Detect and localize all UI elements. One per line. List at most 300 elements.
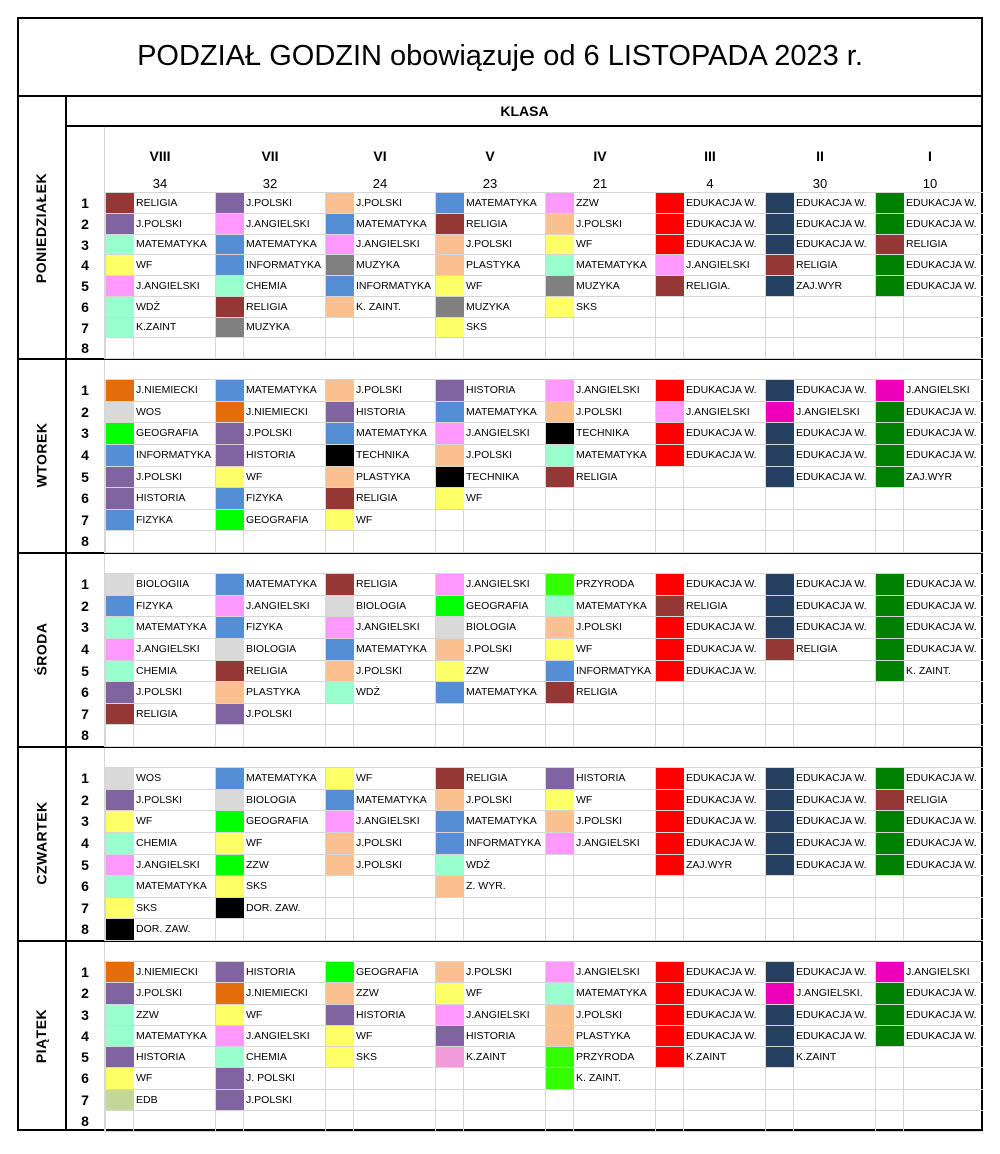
period-number: 6	[81, 298, 89, 315]
subject-label: EDUKACJA W.	[686, 196, 757, 209]
period-number: 3	[81, 425, 89, 441]
period-number: 4	[81, 835, 89, 851]
subject-color-swatch	[656, 962, 684, 982]
subject-color-swatch	[436, 467, 464, 487]
subject-color-swatch	[216, 617, 244, 638]
subject-color-swatch	[766, 402, 794, 422]
subject-color-swatch	[546, 833, 574, 854]
subject-color-swatch	[546, 617, 574, 638]
subject-label: MATEMATYKA	[576, 987, 647, 999]
period-number: 2	[81, 984, 89, 1001]
subject-label: EDUKACJA W.	[906, 1008, 977, 1021]
subject-label: INFORMATYKA	[136, 449, 212, 461]
subject-label: CHEMIA	[246, 279, 287, 292]
subject-color-swatch	[766, 255, 794, 275]
subject-color-swatch	[656, 255, 684, 275]
subject-label: FIZYKA	[136, 599, 173, 612]
subject-color-swatch	[766, 214, 794, 234]
subject-color-swatch	[216, 1047, 244, 1067]
subject-label: EDUKACJA W.	[686, 815, 757, 827]
subject-color-swatch	[106, 214, 134, 234]
subject-label: MATEMATYKA	[246, 772, 317, 784]
subject-label: EDUKACJA W.	[686, 1008, 757, 1021]
subject-color-swatch	[216, 402, 244, 422]
subject-label: INFORMATYKA	[246, 258, 322, 271]
subject-color-swatch	[546, 214, 574, 234]
subject-color-swatch	[106, 833, 134, 854]
subject-color-swatch	[106, 402, 134, 422]
subject-label: Z. WYR.	[466, 880, 506, 892]
subject-color-swatch	[436, 596, 464, 616]
subject-color-swatch	[546, 193, 574, 213]
subject-label: EDUKACJA W.	[796, 470, 867, 483]
subject-color-swatch	[326, 488, 354, 509]
subject-label: SKS	[246, 880, 268, 892]
subject-label: RELIGIA	[136, 707, 178, 720]
subject-color-swatch	[326, 1005, 354, 1025]
subject-label: EDUKACJA W.	[906, 196, 977, 209]
subject-label: EDUKACJA W.	[686, 643, 757, 655]
subject-label: J.ANGIELSKI.	[796, 987, 863, 999]
subject-color-swatch	[766, 768, 794, 789]
period-number: 4	[81, 256, 89, 273]
subject-color-swatch	[436, 402, 464, 422]
gridline	[104, 358, 983, 359]
subject-label: SKS	[466, 321, 488, 333]
subject-label: FIZYKA	[246, 492, 283, 504]
period-number: 4	[81, 1027, 89, 1044]
subject-color-swatch	[436, 768, 464, 789]
subject-label: WOS	[136, 772, 162, 784]
subject-label: TECHNIKA	[576, 427, 630, 439]
subject-color-swatch	[216, 661, 244, 681]
subject-label: PLASTYKA	[356, 470, 411, 483]
subject-color-swatch	[876, 214, 904, 234]
subject-label: RELIGIA	[466, 217, 508, 230]
subject-label: MATEMATYKA	[356, 427, 427, 439]
subject-color-swatch	[326, 574, 354, 595]
subject-label: EDUKACJA W.	[796, 449, 867, 461]
subject-color-swatch	[326, 214, 354, 234]
subject-color-swatch	[436, 682, 464, 703]
subject-color-swatch	[436, 235, 464, 254]
class-room: 21	[592, 175, 608, 191]
subject-label: J.ANGIELSKI	[246, 217, 310, 230]
subject-color-swatch	[656, 235, 684, 254]
subject-label: J.NIEMIECKI	[136, 384, 198, 396]
subject-label: EDUKACJA W.	[906, 599, 977, 612]
subject-label: K. ZAINT.	[356, 300, 401, 313]
subject-color-swatch	[216, 962, 244, 982]
subject-label: EDUKACJA W.	[906, 258, 977, 271]
subject-label: DOR. ZAW.	[136, 923, 191, 935]
class-room: 32	[262, 175, 278, 191]
subject-label: RELIGIA	[686, 599, 728, 612]
subject-label: MATEMATYKA	[466, 686, 537, 698]
subject-color-swatch	[656, 833, 684, 854]
subject-label: K. ZAINT.	[576, 1072, 621, 1084]
subject-label: MATEMATYKA	[466, 815, 537, 827]
subject-label: EDUKACJA W.	[796, 815, 867, 827]
subject-color-swatch	[216, 1090, 244, 1110]
class-name: VII	[261, 148, 279, 164]
subject-label: EDUKACJA W.	[686, 621, 757, 633]
subject-color-swatch	[436, 488, 464, 509]
subject-color-swatch	[436, 617, 464, 638]
subject-color-swatch	[876, 574, 904, 595]
subject-color-swatch	[546, 682, 574, 703]
subject-label: J.NIEMIECKI	[246, 987, 308, 999]
subject-label: RELIGIA	[576, 470, 618, 483]
subject-label: J.ANGIELSKI	[246, 1029, 310, 1042]
gridline	[104, 530, 983, 531]
subject-color-swatch	[436, 423, 464, 444]
subject-color-swatch	[546, 402, 574, 422]
subject-label: J.ANGIELSKI	[686, 405, 750, 418]
subject-color-swatch	[326, 380, 354, 401]
subject-color-swatch	[106, 661, 134, 681]
subject-color-swatch	[216, 898, 244, 918]
subject-label: WF	[576, 793, 593, 806]
period-number: 6	[81, 1069, 89, 1086]
subject-label: RELIGIA	[466, 772, 508, 784]
subject-color-swatch	[656, 1047, 684, 1067]
subject-color-swatch	[436, 811, 464, 832]
subject-label: PLASTYKA	[466, 258, 521, 271]
period-number: 7	[81, 1091, 89, 1108]
subject-color-swatch	[546, 380, 574, 401]
subject-color-swatch	[216, 1026, 244, 1046]
gridline	[104, 940, 983, 941]
subject-label: TECHNIKA	[356, 449, 410, 461]
subject-color-swatch	[106, 1047, 134, 1067]
subject-color-swatch	[766, 1047, 794, 1067]
subject-label: EDUKACJA W.	[686, 238, 757, 250]
subject-label: J.ANGIELSKI	[906, 384, 970, 396]
subject-color-swatch	[106, 876, 134, 897]
subject-color-swatch	[326, 445, 354, 466]
subject-label: CHEMIA	[136, 837, 177, 849]
subject-color-swatch	[656, 790, 684, 810]
subject-color-swatch	[326, 276, 354, 296]
subject-color-swatch	[106, 704, 134, 724]
subject-color-swatch	[546, 235, 574, 254]
subject-label: MUZYKA	[466, 300, 510, 313]
subject-color-swatch	[546, 1005, 574, 1025]
subject-color-swatch	[656, 574, 684, 595]
subject-color-swatch	[876, 255, 904, 275]
subject-label: EDUKACJA W.	[686, 449, 757, 461]
subject-label: J.POLSKI	[466, 643, 513, 655]
subject-label: GEOGRAFIA	[356, 965, 419, 978]
subject-color-swatch	[216, 510, 244, 530]
subject-color-swatch	[106, 855, 134, 875]
subject-label: WF	[136, 258, 153, 271]
subject-color-swatch	[436, 318, 464, 337]
subject-label: RELIGIA	[356, 578, 398, 590]
subject-color-swatch	[326, 402, 354, 422]
subject-color-swatch	[106, 790, 134, 810]
subject-color-swatch	[656, 983, 684, 1004]
period-number: 2	[81, 598, 89, 614]
subject-color-swatch	[106, 276, 134, 296]
subject-color-swatch	[106, 510, 134, 530]
period-number: 5	[81, 857, 89, 873]
subject-label: EDUKACJA W.	[906, 449, 977, 461]
subject-color-swatch	[216, 255, 244, 275]
subject-label: GEOGRAFIA	[136, 427, 199, 439]
period-number: 8	[81, 921, 89, 937]
period-number: 7	[81, 706, 89, 722]
subject-color-swatch	[216, 639, 244, 660]
subject-color-swatch	[326, 297, 354, 317]
subject-label: WF	[466, 492, 483, 504]
subject-label: GEOGRAFIA	[246, 815, 309, 827]
subject-label: EDUKACJA W.	[906, 427, 977, 439]
subject-color-swatch	[326, 617, 354, 638]
subject-label: WF	[246, 837, 263, 849]
subject-label: PLASTYKA	[246, 686, 301, 698]
subject-color-swatch	[766, 445, 794, 466]
subject-color-swatch	[876, 617, 904, 638]
subject-label: MATEMATYKA	[136, 1029, 207, 1042]
subject-color-swatch	[436, 876, 464, 897]
subject-label: EDUKACJA W.	[796, 1008, 867, 1021]
subject-color-swatch	[766, 467, 794, 487]
subject-label: MATEMATYKA	[466, 405, 537, 418]
subject-label: J.POLSKI	[466, 793, 513, 806]
subject-label: MATEMATYKA	[136, 621, 207, 633]
subject-label: HISTORIA	[356, 405, 406, 418]
subject-color-swatch	[216, 876, 244, 897]
class-room: 24	[372, 175, 388, 191]
class-name: IV	[593, 148, 607, 164]
subject-color-swatch	[766, 235, 794, 254]
subject-label: EDUKACJA W.	[906, 279, 977, 292]
subject-label: J.POLSKI	[246, 1093, 293, 1106]
subject-label: RELIGIA	[796, 643, 838, 655]
subject-label: MATEMATYKA	[356, 643, 427, 655]
subject-label: EDUKACJA W.	[796, 772, 867, 784]
subject-color-swatch	[106, 639, 134, 660]
subject-label: EDUKACJA W.	[686, 427, 757, 439]
subject-label: EDUKACJA W.	[686, 1029, 757, 1042]
gridline	[104, 552, 983, 553]
subject-color-swatch	[106, 574, 134, 595]
subject-label: RELIGIA	[246, 664, 288, 677]
subject-label: J.ANGIELSKI	[906, 965, 970, 978]
subject-color-swatch	[546, 445, 574, 466]
subject-label: J.POLSKI	[356, 384, 403, 396]
subject-label: EDUKACJA W.	[686, 837, 757, 849]
class-name: III	[704, 148, 716, 164]
subject-color-swatch	[876, 596, 904, 616]
subject-label: J.POLSKI	[466, 449, 513, 461]
period-number: 7	[81, 512, 89, 528]
subject-color-swatch	[546, 1026, 574, 1046]
subject-color-swatch	[326, 983, 354, 1004]
subject-label: ZZW	[136, 1008, 159, 1021]
subject-color-swatch	[656, 445, 684, 466]
subject-label: EDUKACJA W.	[906, 1029, 977, 1042]
subject-color-swatch	[106, 297, 134, 317]
subject-color-swatch	[766, 983, 794, 1004]
subject-label: RELIGIA	[906, 793, 948, 806]
subject-color-swatch	[436, 639, 464, 660]
subject-label: J.POLSKI	[356, 837, 403, 849]
subject-label: EDUKACJA W.	[686, 772, 757, 784]
subject-color-swatch	[766, 855, 794, 875]
subject-color-swatch	[106, 193, 134, 213]
subject-color-swatch	[876, 790, 904, 810]
subject-label: J.ANGIELSKI	[686, 258, 750, 271]
subject-label: EDUKACJA W.	[906, 815, 977, 827]
subject-label: PRZYRODA	[576, 1050, 635, 1063]
subject-label: MATEMATYKA	[246, 238, 317, 250]
divider	[66, 125, 983, 127]
day-name: CZWARTEK	[33, 801, 50, 885]
subject-label: EDUKACJA W.	[686, 965, 757, 978]
subject-label: EDUKACJA W.	[686, 793, 757, 806]
subject-label: MATEMATYKA	[576, 258, 647, 271]
subject-label: WDŻ	[356, 686, 380, 698]
subject-color-swatch	[656, 661, 684, 681]
subject-color-swatch	[106, 318, 134, 337]
subject-color-swatch	[106, 1026, 134, 1046]
subject-label: EDUKACJA W.	[796, 1029, 867, 1042]
gridline	[104, 724, 983, 725]
subject-color-swatch	[876, 423, 904, 444]
subject-color-swatch	[326, 811, 354, 832]
subject-color-swatch	[546, 768, 574, 789]
subject-color-swatch	[326, 255, 354, 275]
subject-label: ZZW	[246, 858, 269, 871]
subject-color-swatch	[656, 402, 684, 422]
subject-label: HISTORIA	[246, 965, 296, 978]
subject-label: CHEMIA	[136, 664, 177, 677]
subject-label: J.ANGIELSKI	[576, 837, 640, 849]
period-number: 8	[81, 727, 89, 743]
subject-label: ZAJ.WYR	[906, 470, 953, 483]
subject-color-swatch	[656, 596, 684, 616]
subject-color-swatch	[106, 596, 134, 616]
class-name: VIII	[149, 148, 171, 164]
subject-color-swatch	[436, 214, 464, 234]
subject-label: K.ZAINT	[466, 1050, 507, 1063]
subject-color-swatch	[656, 214, 684, 234]
class-room: 34	[152, 175, 168, 191]
subject-label: WF	[576, 643, 593, 655]
subject-label: EDUKACJA W.	[686, 578, 757, 590]
subject-label: MATEMATYKA	[576, 449, 647, 461]
period-number: 6	[81, 878, 89, 894]
subject-color-swatch	[436, 1047, 464, 1067]
class-name: I	[928, 148, 932, 164]
subject-color-swatch	[326, 596, 354, 616]
subject-color-swatch	[216, 682, 244, 703]
subject-label: EDUKACJA W.	[906, 858, 977, 871]
subject-color-swatch	[106, 682, 134, 703]
subject-color-swatch	[876, 639, 904, 660]
subject-color-swatch	[766, 596, 794, 616]
subject-color-swatch	[326, 235, 354, 254]
period-number: 5	[81, 663, 89, 679]
subject-color-swatch	[326, 768, 354, 789]
subject-color-swatch	[436, 276, 464, 296]
subject-color-swatch	[436, 255, 464, 275]
subject-color-swatch	[216, 297, 244, 317]
gridline	[104, 918, 983, 919]
subject-color-swatch	[216, 445, 244, 466]
subject-color-swatch	[876, 380, 904, 401]
period-number: 3	[81, 236, 89, 253]
subject-color-swatch	[876, 661, 904, 681]
subject-color-swatch	[546, 639, 574, 660]
subject-label: RELIGIA	[136, 196, 178, 209]
subject-label: WDŻ	[466, 858, 490, 871]
subject-label: ZZW	[466, 664, 489, 677]
subject-label: J.NIEMIECKI	[136, 965, 198, 978]
subject-color-swatch	[106, 445, 134, 466]
class-name: VI	[373, 148, 387, 164]
subject-label: EDUKACJA W.	[796, 427, 867, 439]
subject-color-swatch	[216, 467, 244, 487]
subject-color-swatch	[546, 596, 574, 616]
day-label	[17, 97, 66, 358]
subject-color-swatch	[766, 380, 794, 401]
period-number: 5	[81, 469, 89, 485]
subject-label: EDUKACJA W.	[796, 599, 867, 612]
subject-color-swatch	[106, 1068, 134, 1089]
subject-color-swatch	[546, 983, 574, 1004]
subject-label: J.POLSKI	[356, 196, 403, 209]
subject-color-swatch	[106, 235, 134, 254]
subject-color-swatch	[876, 983, 904, 1004]
subject-color-swatch	[766, 790, 794, 810]
subject-color-swatch	[106, 962, 134, 982]
subject-label: J.POLSKI	[576, 1008, 623, 1021]
subject-color-swatch	[766, 617, 794, 638]
day-label	[17, 358, 66, 552]
subject-color-swatch	[216, 214, 244, 234]
subject-label: J.POLSKI	[576, 815, 623, 827]
subject-label: K.ZAINT	[686, 1050, 727, 1063]
day-name: PIĄTEK	[33, 1008, 50, 1063]
subject-label: WF	[246, 470, 263, 483]
subject-label: SKS	[136, 901, 158, 914]
subject-label: PLASTYKA	[576, 1029, 631, 1042]
subject-label: ZZW	[576, 196, 599, 209]
subject-color-swatch	[436, 297, 464, 317]
subject-label: WF	[356, 1029, 373, 1042]
subject-color-swatch	[766, 276, 794, 296]
subject-label: PRZYRODA	[576, 578, 635, 590]
subject-label: MATEMATYKA	[356, 217, 427, 230]
subject-label: J.ANGIELSKI	[136, 643, 200, 655]
subject-label: GEOGRAFIA	[466, 599, 529, 612]
page-title: PODZIAŁ GODZIN obowiązuje od 6 LISTOPADA 2023 r.	[17, 17, 983, 97]
subject-label: EDUKACJA W.	[686, 384, 757, 396]
gridline	[104, 1131, 983, 1132]
subject-label: J.ANGIELSKI	[796, 405, 860, 418]
day-name: PONIEDZIAŁEK	[33, 172, 50, 283]
subject-color-swatch	[876, 768, 904, 789]
subject-color-swatch	[106, 488, 134, 509]
subject-color-swatch	[876, 1005, 904, 1025]
subject-color-swatch	[216, 423, 244, 444]
subject-color-swatch	[436, 193, 464, 213]
subject-color-swatch	[656, 1005, 684, 1025]
